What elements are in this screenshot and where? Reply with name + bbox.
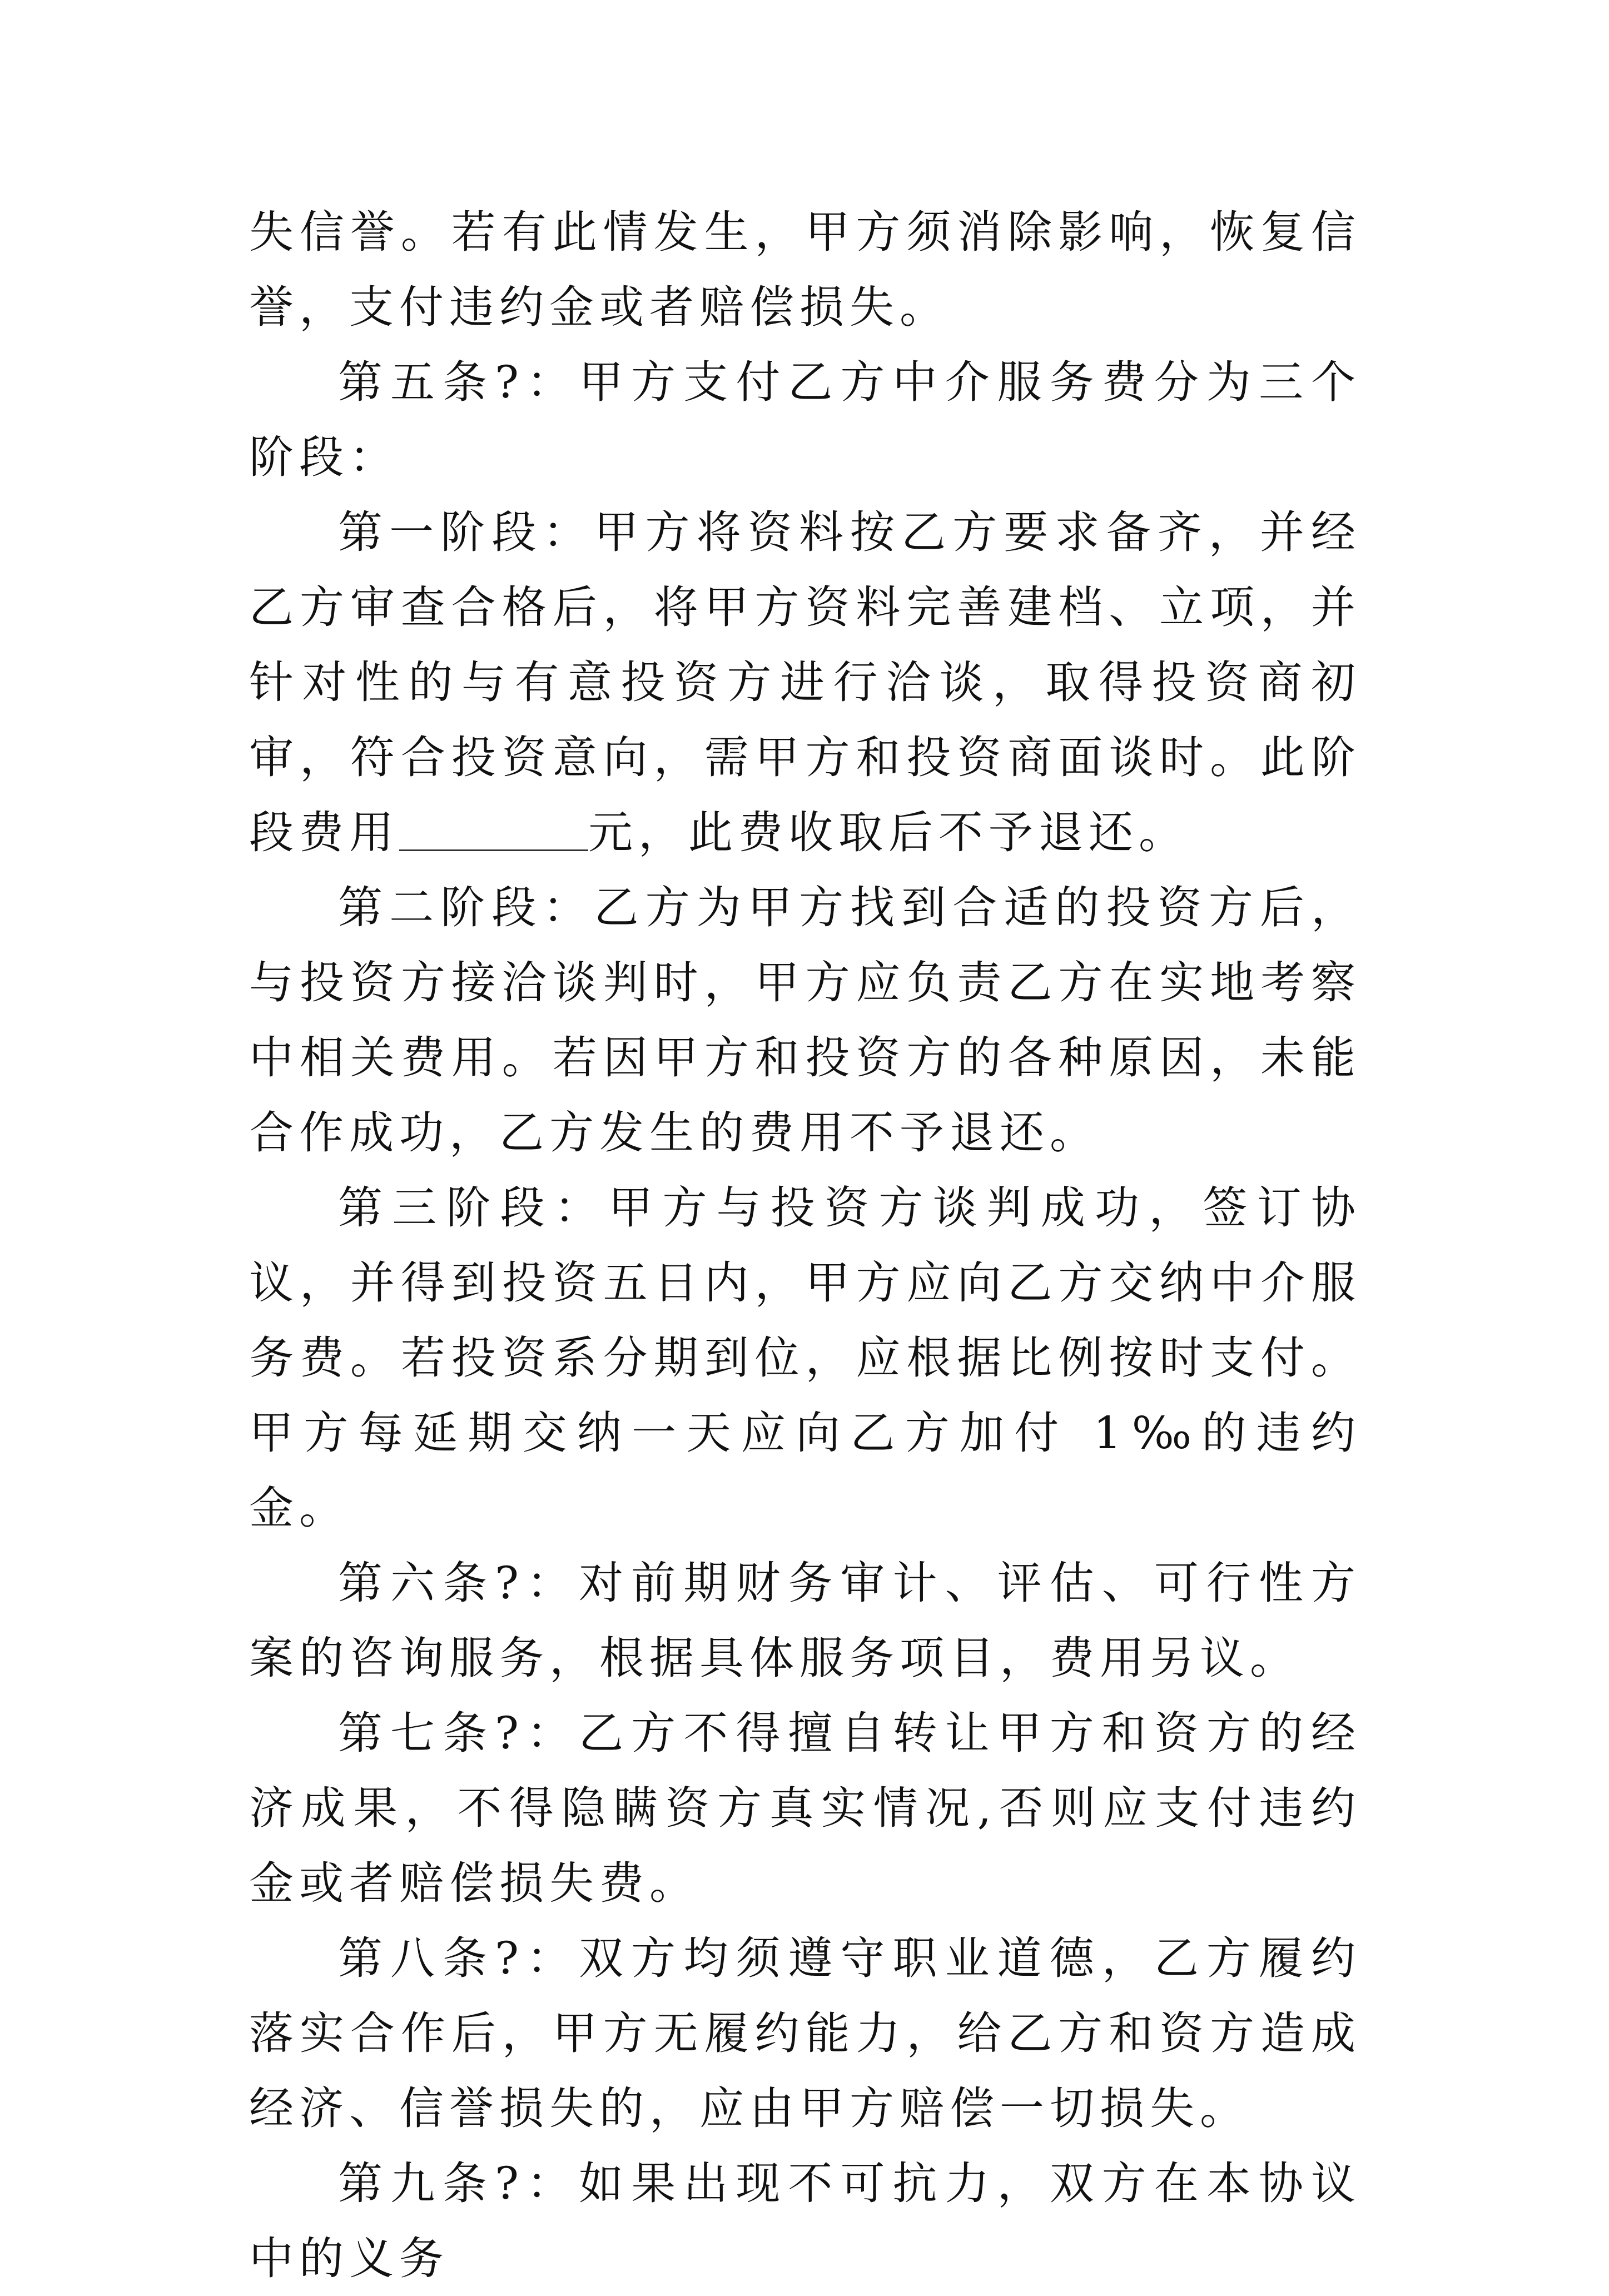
document-body [249, 195, 1361, 2296]
paragraph-article-9: 第九条?：如果出现不可抗力，双方在本协议中的义务 [249, 2158, 1361, 2284]
stage-1-text-after: 元，此费收取后不予退还。 [588, 807, 1189, 858]
paragraph-stage-2: 第二阶段：乙方为甲方找到合适的投资方后，与投资方接洽谈判时，甲方应负责乙方在实地考察中相关费用。若因甲方和投资方的各种原因，未能合作成功，乙方发生的费用不予退还。 [249, 882, 1361, 1159]
stage-1-text-before: 第一阶段：甲方将资料按乙方要求备齐，并经乙方审查合格后，将甲方资料完善建档、立项，并针对性的与有意投资方进行洽谈，取得投资商初审，符合投资意向，需甲方和投资商面谈时。此阶段费用 [249, 506, 1361, 858]
paragraph-article-7: 第七条?：乙方不得擅自转让甲方和资方的经济成果，不得隐瞒资方真实情况,否则应支付违约金或者赔偿损失费。 [249, 1707, 1361, 1909]
paragraph-stage-1 [249, 495, 1361, 870]
paragraph-continuation: 失信誉。若有此情发生，甲方须消除影响，恢复信誉，支付违约金或者赔偿损失。 [249, 206, 1361, 333]
paragraph-article-6: 第六条?：对前期财务审计、评估、可行性方案的咨询服务，根据具体服务项目，费用另议。 [249, 1557, 1361, 1684]
paragraph-article-5: 第五条?：甲方支付乙方中介服务费分为三个阶段： [249, 356, 1361, 483]
fee-blank-line [399, 811, 588, 851]
paragraph-stage-3: 第三阶段：甲方与投资方谈判成功，签订协议，并得到投资五日内，甲方应向乙方交纳中介服务费。若投资系分期到位，应根据比例按时支付。甲方每延期交纳一天应向乙方加付 1‰的违约金。 [249, 1182, 1361, 1534]
paragraph-article-8: 第八条?：双方均须遵守职业道德，乙方履约落实合作后，甲方无履约能力，给乙方和资方造成经济、信誉损失的，应由甲方赔偿一切损失。 [249, 1932, 1361, 2134]
